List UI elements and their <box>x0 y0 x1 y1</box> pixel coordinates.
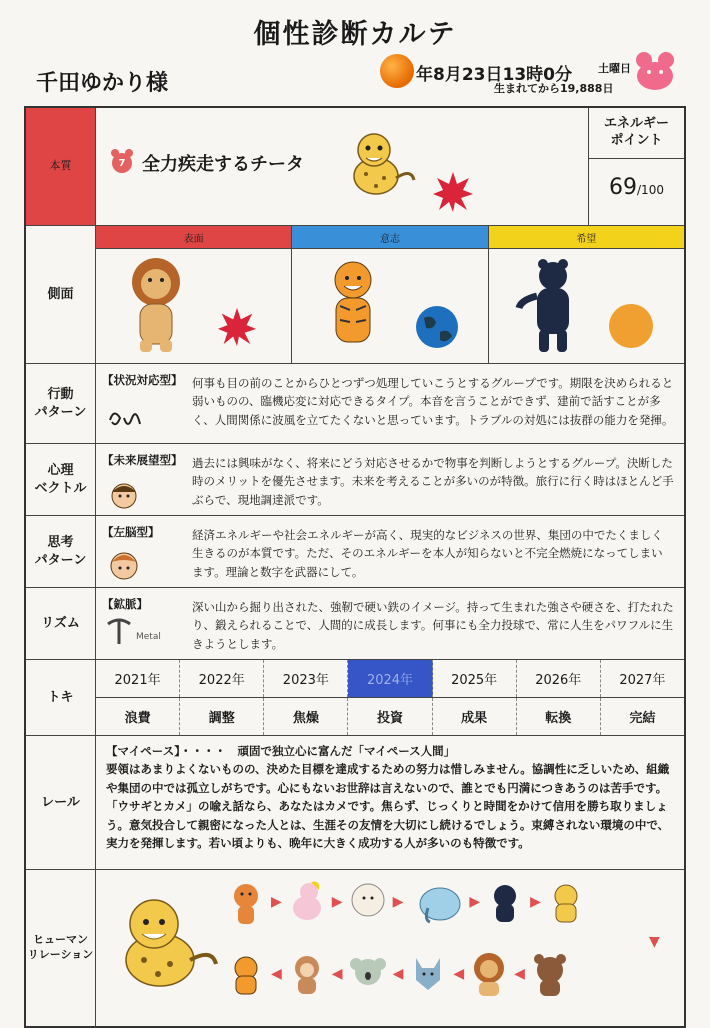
aspect-will-head: 意志 <box>292 226 487 249</box>
rhythm-icon-label: Metal <box>136 632 161 642</box>
cheetah-icon <box>336 128 416 206</box>
red-star-icon <box>216 306 258 348</box>
arrow-down-icon: ▼ <box>649 934 660 950</box>
tiger-icon <box>320 256 386 356</box>
toki-year: 2025年 <box>433 660 517 697</box>
arrow-left-icon: ◀ <box>453 966 465 982</box>
pegasus-icon <box>285 878 329 926</box>
toki-years <box>96 660 684 698</box>
lion-icon <box>124 256 188 356</box>
toki-year-current: 2024年 <box>348 660 432 697</box>
days-since-birth: 生まれてから19,888日 <box>494 82 614 95</box>
rail-headline: 【マイペース】・・・・ 頑固で独立心に富んだ「マイペース人間」 <box>106 744 456 758</box>
elephant-icon <box>406 878 466 926</box>
birth-datetime: 年8月23日13時0分 <box>416 65 572 85</box>
black-panther-small-icon <box>483 878 527 926</box>
arrow-left-icon: ◀ <box>514 966 525 982</box>
rail-body <box>106 742 674 852</box>
thinking-tag: 【左脳型】 <box>102 525 160 539</box>
aspect-label: 側面 <box>26 226 96 363</box>
relation-row-top <box>224 878 588 926</box>
lion-small-icon <box>467 950 511 998</box>
arrow-left-icon: ◀ <box>392 966 404 982</box>
deer-icon <box>224 878 268 926</box>
birth-weekday: 土曜日 <box>598 62 631 75</box>
toki-theme: 成果 <box>433 698 517 736</box>
human-relation-label: ヒューマン リレーション <box>26 870 96 1026</box>
energy-point-title: エネルギー ポイント <box>589 108 684 159</box>
thinking-row <box>26 516 684 588</box>
rhythm-row <box>26 588 684 660</box>
rail-row <box>26 736 684 870</box>
arrow-right-icon: ▶ <box>271 894 282 910</box>
sheep-icon <box>346 878 390 926</box>
arrow-right-icon: ▶ <box>331 894 343 910</box>
arrow-right-icon: ▶ <box>469 894 481 910</box>
energy-point-box <box>588 108 684 225</box>
pickaxe-icon <box>104 616 134 646</box>
koala-icon <box>346 950 390 998</box>
rail-text: 要領はあまりよくないものの、決めた目標を達成するための努力は惜しみません。協調性に乏しいため、組織や集団の中では孤立しがちです。心にもないお世辞は言えないので、誰とでも円満につきあうのは苦手です。「ウサギとカメ」の喩え話なら、あなたはカメです。焦らず、じっくりと時間をかけて信用を勝ち取りましょう。意気投合して親密になった人とは、生涯その友情を大切にし続けるでしょう。束縛されない環境の中で、実力を発揮します。若い頃よりも、晩年に大きく成功する人が多いのも特徴です。 <box>106 762 670 850</box>
energy-point-value: 69/100 <box>609 175 664 200</box>
red-star-icon <box>431 170 475 214</box>
toki-themes <box>96 698 684 736</box>
thinking-label: 思考 パターン <box>26 516 96 587</box>
psych-text: 過去には興味がなく、将来にどう対応させるかで物事を判断しようとするグループ。決断した時のメリットを優先させます。未来を考えることが多いのが特徴。旅行に行く時はほとんど手ぶらで、現地調達派です。 <box>192 456 674 507</box>
essence-label: 本質 <box>26 108 96 225</box>
thinking-text: 経済エネルギーや社会エネルギーが高く、現実的なビジネスの世界、集団の中でたくましく生きるのが本質です。ただ、そのエネルギーを本人が知らないと不完全燃焼になってしまいます。理論と数字を武器にして。 <box>192 528 663 579</box>
globe-icon <box>414 304 460 350</box>
rhythm-label: リズム <box>26 588 96 659</box>
toki-label: トキ <box>26 660 96 735</box>
customer-name: 千田ゆかり様 <box>36 71 169 96</box>
bear-badge-icon: 7 <box>112 153 132 173</box>
behavior-tag: 【状況対応型】 <box>102 373 183 387</box>
arrow-left-icon: ◀ <box>271 966 282 982</box>
birth-year-redaction <box>380 54 414 88</box>
behavior-text: 何事も目の前のことからひとつずつ処理していこうとするグループです。期限を決められると弱いものの、臨機応変に対応できるタイプ。本音を言うことができず、建前で話すことが多く、人間関係に波風を立てたくないと思っています。トラブルの対処には抜群の能力を発揮。 <box>192 376 674 427</box>
toki-theme: 調整 <box>180 698 264 736</box>
aspect-will <box>292 226 488 363</box>
toki-theme: 転換 <box>517 698 601 736</box>
aspect-hope-head: 希望 <box>489 226 684 249</box>
toki-year: 2022年 <box>180 660 264 697</box>
essence-title <box>112 150 304 176</box>
orange-sun-icon <box>609 304 653 348</box>
arrow-right-icon: ▶ <box>530 894 541 910</box>
toki-theme: 浪費 <box>96 698 180 736</box>
aspect-surface <box>96 226 292 363</box>
psych-row <box>26 444 684 516</box>
page-title: 個性診断カルテ <box>253 19 457 50</box>
toki-year: 2021年 <box>96 660 180 697</box>
toki-row <box>26 660 684 736</box>
aspect-surface-head: 表面 <box>96 226 291 249</box>
human-relation-row <box>26 870 684 1026</box>
toki-year: 2027年 <box>619 672 666 688</box>
toki-theme: 完結 <box>629 710 656 726</box>
cheetah-small-icon <box>544 878 588 926</box>
arrow-right-icon: ▶ <box>392 894 404 910</box>
relation-row-bottom <box>224 950 572 998</box>
toki-theme: 投資 <box>348 698 432 736</box>
brain-face-icon <box>106 550 146 580</box>
rail-label: レール <box>26 736 96 869</box>
aspect-hope <box>489 226 684 363</box>
wolf-icon <box>406 950 450 998</box>
arrow-left-icon: ◀ <box>331 966 343 982</box>
behavior-row <box>26 364 684 444</box>
behavior-label: 行動 パターン <box>26 364 96 443</box>
monkey-icon <box>285 950 329 998</box>
bear-icon <box>528 950 572 998</box>
face-icon <box>106 480 146 510</box>
rhythm-tag: 【鉱脈】 <box>102 597 148 611</box>
essence-row <box>26 108 684 226</box>
squiggle-icon <box>106 404 146 434</box>
pink-animal-icon <box>630 48 680 96</box>
essence-text: 全力疾走するチータ <box>142 154 304 175</box>
toki-theme: 焦燥 <box>264 698 348 736</box>
black-panther-icon <box>515 256 585 356</box>
profile-sheet <box>24 106 686 1028</box>
toki-year: 2023年 <box>264 660 348 697</box>
psych-tag: 【未来展望型】 <box>102 453 183 467</box>
cheetah-large-icon <box>100 890 220 1000</box>
tiger-small-icon <box>224 950 268 998</box>
psych-label: 心理 ベクトル <box>26 444 96 515</box>
rhythm-text: 深い山から掘り出された、強靭で硬い鉄のイメージ。持って生まれた強さや硬さを、打たれたり、鍛えられることで、人間的に成長します。何事にも全力投球で、常に人生をパワフルに生きようとします。 <box>192 600 674 651</box>
toki-year: 2026年 <box>517 660 601 697</box>
aspect-row <box>26 226 684 364</box>
